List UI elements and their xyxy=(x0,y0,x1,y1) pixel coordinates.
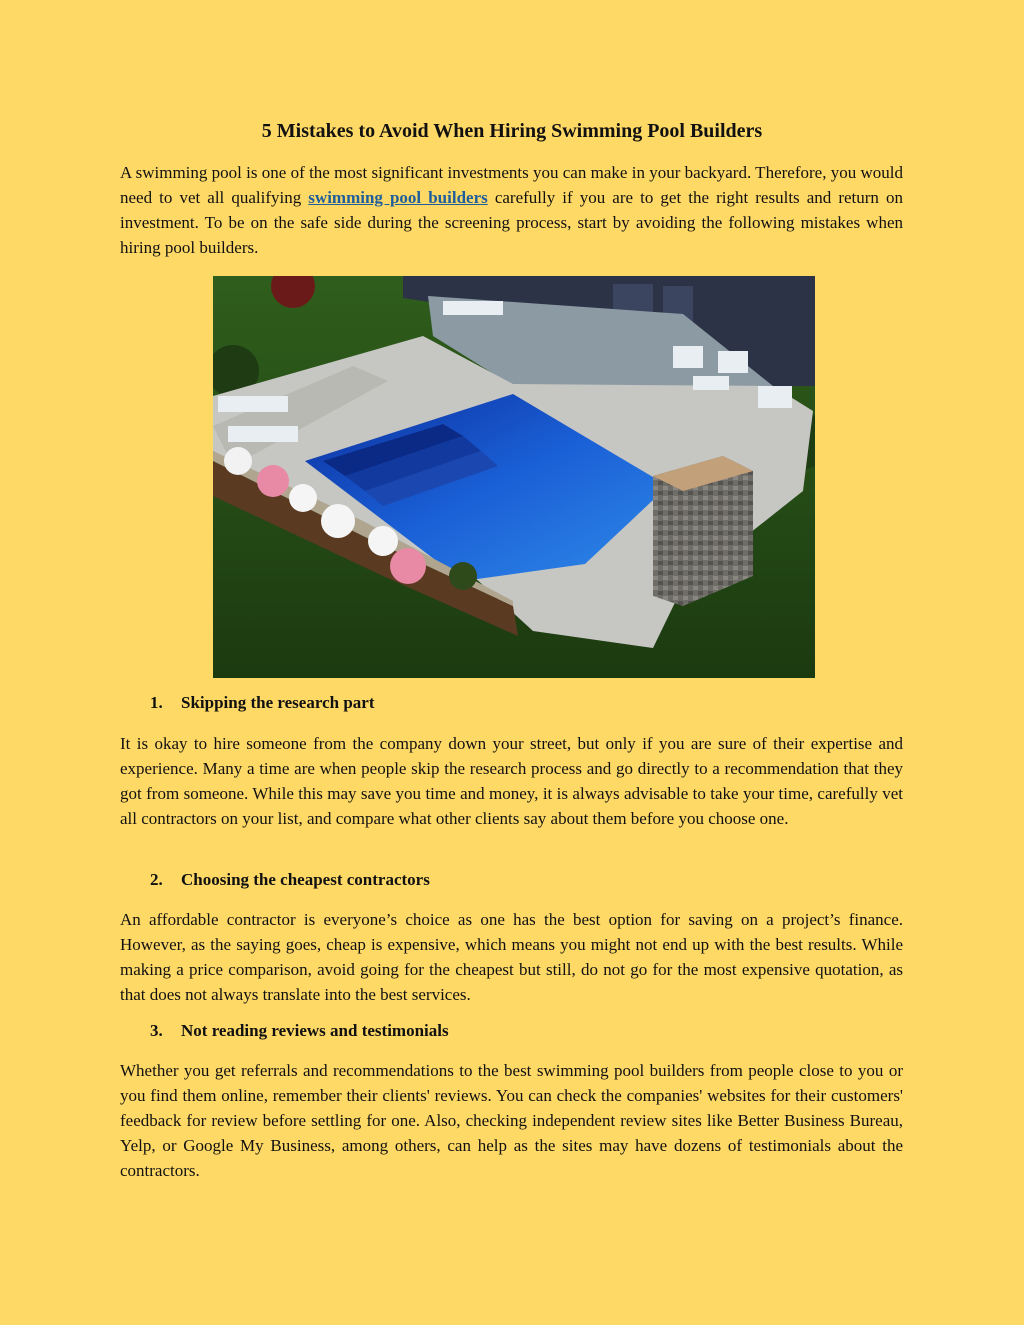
section-3-body: Whether you get referrals and recommendations to the best swimming pool builders from people close to you or you find them online, remember their clients' reviews. You can check the companies' websites for their customers' feedback for review before settling for one. Also, checking independent review sites like Better Business Bureau, Yelp, or Google My Business, among others, can help as the sites may have dozens of testimonials about the contractors. xyxy=(120,1061,903,1180)
section-2-heading xyxy=(150,870,430,890)
page-title: 5 Mistakes to Avoid When Hiring Swimming Pool Builders xyxy=(261,120,763,142)
swimming-pool-builders-link[interactable]: swimming pool builders xyxy=(308,188,488,207)
section-1-heading xyxy=(150,693,374,713)
section-3-heading xyxy=(150,1021,449,1041)
section-2-number: 2. xyxy=(150,870,163,889)
intro-text-after: carefully if you are to get the right results and return on investment. To be on the safe side during the screening process, start by avoiding the following mistakes when hiring pool builders. xyxy=(120,188,903,257)
section-2-body: An affordable contractor is everyone’s choice as one has the best option for saving on a project’s finance. However, as the saying goes, cheap is expensive, which means you might not end up with the best results. While making a price comparison, avoid going for the cheapest but still, do not go for the most expensive quotation, as that does not always translate into the best services. xyxy=(120,910,903,1004)
intro-paragraph xyxy=(120,160,903,260)
section-1-number: 1. xyxy=(150,693,163,712)
section-1-body: It is okay to hire someone from the company down your street, but only if you are sure of their expertise and experience. Many a time are when people skip the research process and go directly to a recommendation that they got from someone. While this may save you time and money, it is always advisable to take your time, carefully vet all contractors on your list, and compare what other clients say about them before you choose one. xyxy=(120,734,903,828)
intro-text-before: A swimming pool is one of the most significant investments you can make in your backyard. Therefore, you would need to vet all qualifying xyxy=(120,163,903,207)
pool-photo xyxy=(213,276,815,678)
section-3-number: 3. xyxy=(150,1021,163,1040)
section-2-title: Choosing the cheapest contractors xyxy=(181,870,430,889)
section-1-title: Skipping the research part xyxy=(181,693,375,712)
section-3-title: Not reading reviews and testimonials xyxy=(181,1021,449,1040)
